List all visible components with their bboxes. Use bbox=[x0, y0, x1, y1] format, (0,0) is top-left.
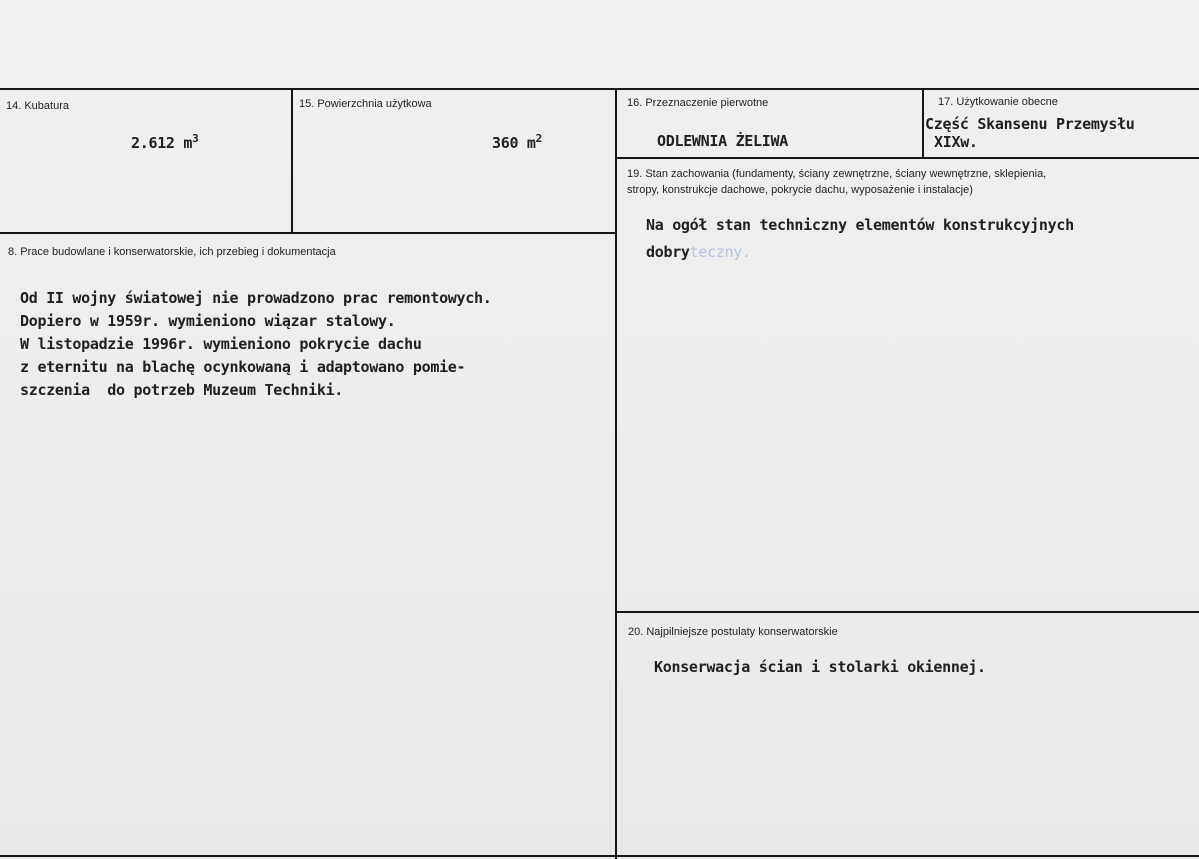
kubatura-number: 2.612 m bbox=[131, 134, 193, 152]
prace-label: 8. Prace budowlane i konserwatorskie, ich przebieg i dokumentacja bbox=[8, 246, 336, 258]
bottom-rule bbox=[0, 855, 1199, 857]
uzytkowanie-value-line-2: XIXw. bbox=[934, 133, 978, 151]
col-divider-14-15 bbox=[291, 88, 293, 233]
prace-text-line-4: z eternitu na blachę ocynkowaną i adaptowano pomie- bbox=[20, 358, 466, 376]
kubatura-unit-exponent: 3 bbox=[192, 132, 199, 145]
prace-text-line-5: szczenia do potrzeb Muzeum Techniki. bbox=[20, 381, 344, 399]
top-rule bbox=[0, 88, 1199, 90]
postulaty-label: 20. Najpilniejsze postulaty konserwatorskie bbox=[628, 626, 838, 638]
row-divider-left bbox=[0, 232, 617, 234]
col-divider-main bbox=[615, 88, 617, 859]
kubatura-label: 14. Kubatura bbox=[6, 100, 69, 112]
row-divider-right-bottom bbox=[617, 611, 1199, 613]
postulaty-value: Konserwacja ścian i stolarki okiennej. bbox=[654, 658, 986, 676]
uzytkowanie-label: 17. Użytkowanie obecne bbox=[938, 96, 1058, 108]
przeznaczenie-label: 16. Przeznaczenie pierwotne bbox=[627, 97, 769, 109]
col-divider-16-17 bbox=[922, 88, 924, 158]
row-divider-right-top bbox=[617, 157, 1199, 159]
powierzchnia-value bbox=[492, 132, 542, 152]
powierzchnia-label: 15. Powierzchnia użytkowa bbox=[299, 98, 432, 110]
prace-text-line-1: Od II wojny światowej nie prowadzono prac remontowych. bbox=[20, 289, 492, 307]
stan-label-line-2: stropy, konstrukcje dachowe, pokrycie dachu, wyposażenie i instalacje) bbox=[627, 184, 973, 196]
powierzchnia-unit-exponent: 2 bbox=[535, 132, 542, 145]
stan-text-dobry: dobry bbox=[646, 243, 690, 261]
uzytkowanie-value-line-1: Część Skansenu Przemysłu bbox=[925, 115, 1135, 133]
stan-text-line-1: Na ogół stan techniczny elementów konstrukcyjnych bbox=[646, 216, 1074, 234]
stan-label-line-1: 19. Stan zachowania (fundamenty, ściany zewnętrzne, ściany wewnętrzne, sklepienia, bbox=[627, 168, 1047, 180]
stan-text-erased: teczny. bbox=[689, 243, 751, 261]
stan-text-line-2 bbox=[646, 243, 751, 261]
kubatura-value bbox=[131, 132, 198, 152]
prace-text-line-2: Dopiero w 1959r. wymieniono wiązar stalowy. bbox=[20, 312, 396, 330]
przeznaczenie-value: ODLEWNIA ŻELIWA bbox=[657, 132, 788, 150]
prace-text-line-3: W listopadzie 1996r. wymieniono pokrycie dachu bbox=[20, 335, 422, 353]
powierzchnia-number: 360 m bbox=[492, 134, 536, 152]
